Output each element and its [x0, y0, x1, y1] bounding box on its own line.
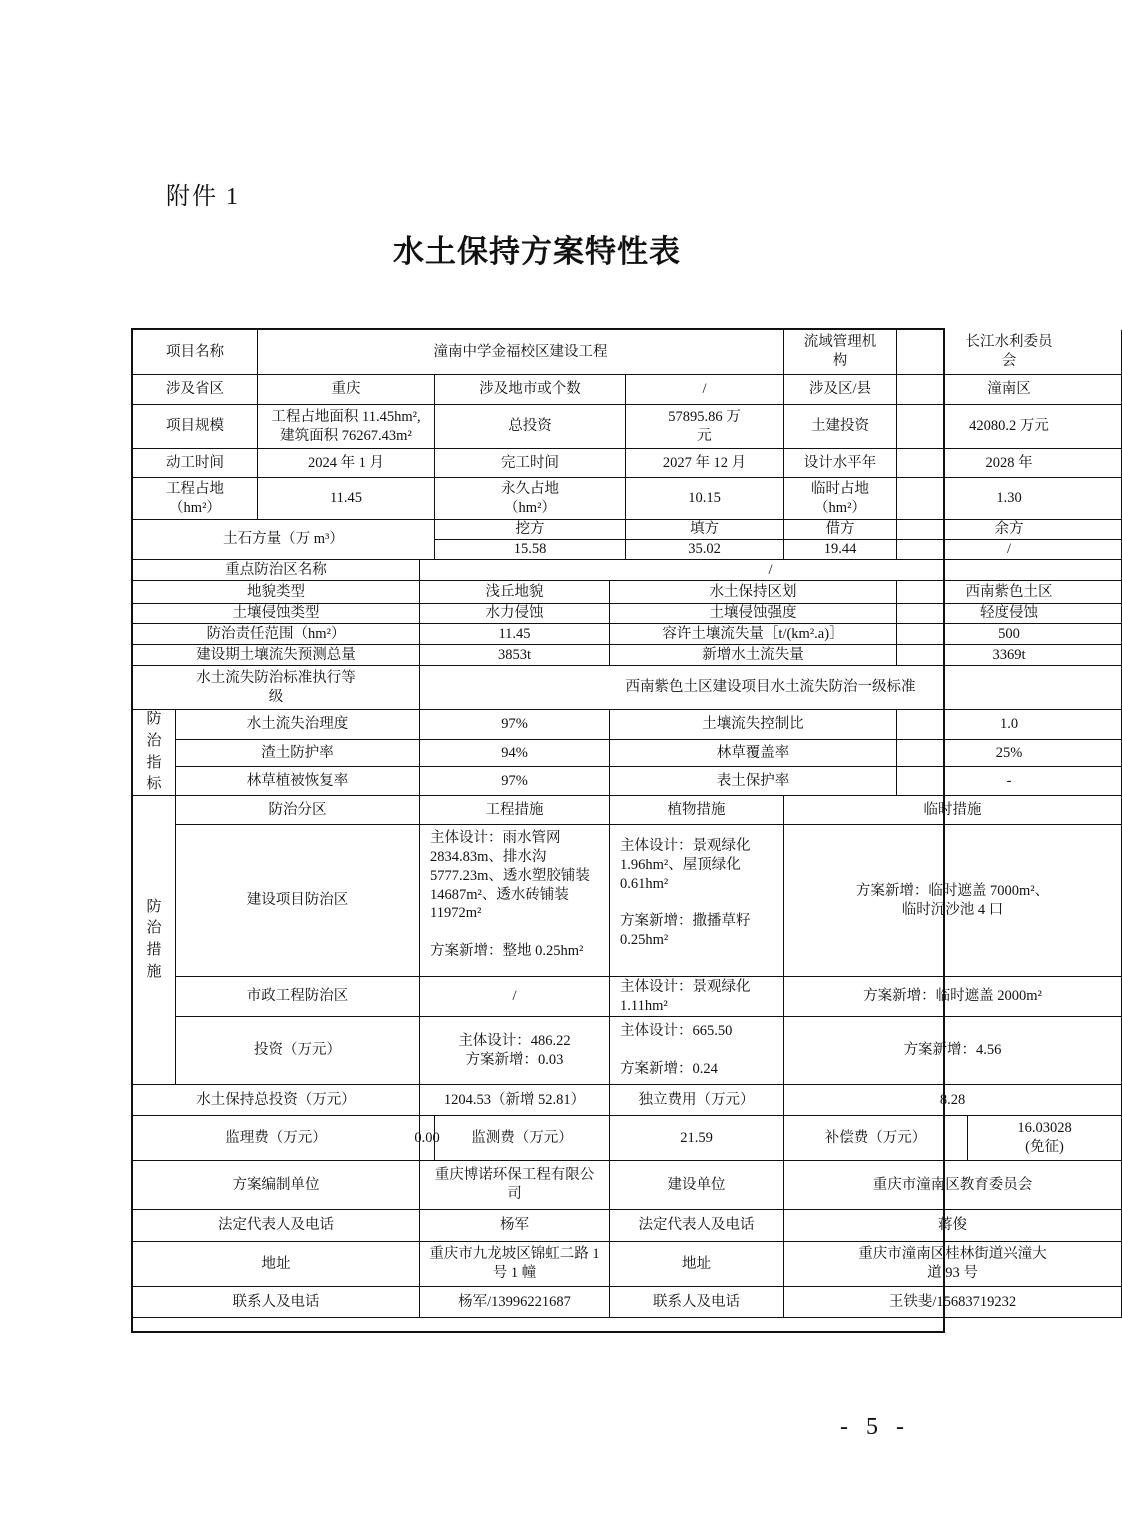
cell-erosion-intensity: 轻度侵蚀	[897, 604, 1122, 624]
cell-key-area: /	[420, 560, 1122, 581]
cell-ind-1-value: 97%	[420, 710, 610, 740]
cell-ind-5-name: 林草植被恢复率	[176, 767, 420, 796]
characteristics-table	[131, 328, 1072, 1333]
page-title: 水土保持方案特性表	[393, 234, 681, 269]
cell-compensation: 16.03028 (免征)	[968, 1116, 1122, 1161]
cell-ind-6-name: 表土保护率	[610, 767, 897, 796]
cell-earth-fill: 35.02	[626, 540, 784, 560]
cell-landform-label: 地貌类型	[133, 581, 420, 604]
cell-ind-6-value: -	[897, 767, 1122, 796]
cell-earth-surplus: /	[897, 540, 1122, 560]
cell-ind-5-value: 97%	[420, 767, 610, 796]
cell-landform: 浅丘地貌	[420, 581, 610, 604]
cell-ind-2-value: 1.0	[897, 710, 1122, 740]
cell-project-name: 潼南中学金福校区建设工程	[258, 330, 784, 375]
cell-design-year-label: 设计水平年	[784, 449, 897, 478]
cell-basin-agency: 长江水利委员 会	[897, 330, 1122, 375]
cell-pred-loss-label: 建设期土壤流失预测总量	[133, 645, 420, 666]
cell-city-label: 涉及地市或个数	[435, 375, 626, 405]
cell-investment-temporary: 方案新增：4.56	[784, 1017, 1122, 1085]
cell-monitoring-label: 监测费（万元）	[435, 1116, 610, 1161]
cell-compiler-rep: 杨军	[420, 1210, 610, 1242]
cell-end-label: 完工时间	[435, 449, 626, 478]
cell-erosion-type-label: 土壤侵蚀类型	[133, 604, 420, 624]
cell-builder-label: 建设单位	[610, 1161, 784, 1210]
cell-basin-agency-label: 流域管理机 构	[784, 330, 897, 375]
cell-civil-invest-label: 土建投资	[784, 405, 897, 449]
cell-new-loss-label: 新增水土流失量	[610, 645, 897, 666]
cell-indicators-label: 防 治 指 标	[133, 710, 176, 796]
cell-builder-address: 重庆市潼南区桂林街道兴潼大 道 93 号	[784, 1242, 1122, 1287]
cell-builder-address-label: 地址	[610, 1242, 784, 1287]
cell-total-invest-label: 总投资	[435, 405, 626, 449]
cell-land: 11.45	[258, 478, 435, 520]
cell-compiler-contact: 杨军/13996221687	[420, 1287, 610, 1318]
cell-perm-land: 10.15	[626, 478, 784, 520]
cell-standard-label: 水土流失防治标准执行等 级	[133, 666, 420, 710]
cell-compiler: 重庆博诺环保工程有限公 司	[420, 1161, 610, 1210]
cell-zone1-label: 建设项目防治区	[176, 825, 420, 977]
cell-indep: 8.28	[784, 1085, 1122, 1116]
cell-temp-land: 1.30	[897, 478, 1122, 520]
cell-supervision: 0.00	[420, 1116, 435, 1161]
cell-city: /	[626, 375, 784, 405]
cell-perm-land-label: 永久占地 （hm²）	[435, 478, 626, 520]
cell-standard: 西南紫色土区建设项目水土流失防治一级标准	[420, 666, 1122, 710]
cell-measures-label: 防 治 措 施	[133, 796, 176, 1085]
cell-scale: 工程占地面积 11.45hm², 建筑面积 76267.43m²	[258, 405, 435, 449]
cell-county: 潼南区	[897, 375, 1122, 405]
cell-builder: 重庆市潼南区教育委员会	[784, 1161, 1122, 1210]
cell-start-label: 动工时间	[133, 449, 258, 478]
cell-compiler-label: 方案编制单位	[133, 1161, 420, 1210]
cell-investment-plant: 主体设计：665.50 方案新增：0.24	[610, 1017, 784, 1085]
cell-erosion-type: 水力侵蚀	[420, 604, 610, 624]
cell-start: 2024 年 1 月	[258, 449, 435, 478]
cell-compiler-address: 重庆市九龙坡区锦虹二路 1 号 1 幢	[420, 1242, 610, 1287]
cell-zone1-plant: 主体设计：景观绿化 1.96hm²、屋顶绿化 0.61hm² 方案新增：撒播草籽 0.25hm²	[610, 825, 784, 977]
attachment-label: 附件 1	[166, 184, 240, 210]
cell-builder-contact: 王铁斐/15683719232	[784, 1287, 1122, 1318]
cell-measure-header-temporary: 临时措施	[784, 796, 1122, 825]
cell-end: 2027 年 12 月	[626, 449, 784, 478]
cell-ind-4-name: 林草覆盖率	[610, 740, 897, 767]
cell-total-invest: 57895.86 万 元	[626, 405, 784, 449]
cell-county-label: 涉及区/县	[784, 375, 897, 405]
cell-earth-label: 土石方量（万 m³）	[133, 520, 435, 560]
cell-builder-rep-label: 法定代表人及电话	[610, 1210, 784, 1242]
cell-allowable-loss-label: 容许土壤流失量［t/(km².a)］	[610, 624, 897, 645]
cell-ind-2-name: 土壤流失控制比	[610, 710, 897, 740]
cell-measure-header-zone: 防治分区	[176, 796, 420, 825]
cell-temp-land-label: 临时占地 （hm²）	[784, 478, 897, 520]
cell-indep-label: 独立费用（万元）	[610, 1085, 784, 1116]
cell-earth-cut: 15.58	[435, 540, 626, 560]
cell-resp-scope: 11.45	[420, 624, 610, 645]
cell-zone1-engineering: 主体设计：雨水管网 2834.83m、排水沟 5777.23m、透水塑胶铺装 14687m²、透水砖铺装 11972m² 方案新增：整地 0.25hm²	[420, 825, 610, 977]
cell-design-year: 2028 年	[897, 449, 1122, 478]
cell-ind-3-value: 94%	[420, 740, 610, 767]
cell-builder-contact-label: 联系人及电话	[610, 1287, 784, 1318]
cell-zoning: 西南紫色土区	[897, 581, 1122, 604]
cell-resp-scope-label: 防治责任范围（hm²）	[133, 624, 420, 645]
cell-key-area-label: 重点防治区名称	[133, 560, 420, 581]
cell-erosion-intensity-label: 土壤侵蚀强度	[610, 604, 897, 624]
cell-zone1-temporary: 方案新增：临时遮盖 7000m²、 临时沉沙池 4 口	[784, 825, 1122, 977]
cell-earth-header-surplus: 余方	[897, 520, 1122, 540]
cell-total-swc-label: 水土保持总投资（万元）	[133, 1085, 420, 1116]
cell-scale-label: 项目规模	[133, 405, 258, 449]
cell-earth-borrow: 19.44	[784, 540, 897, 560]
cell-compensation-label: 补偿费（万元）	[784, 1116, 968, 1161]
cell-pred-loss: 3853t	[420, 645, 610, 666]
page-number: - 5 -	[840, 1414, 910, 1440]
cell-zone2-temporary: 方案新增：临时遮盖 2000m²	[784, 977, 1122, 1017]
cell-new-loss: 3369t	[897, 645, 1122, 666]
cell-earth-header-fill: 填方	[626, 520, 784, 540]
cell-investment-label: 投资（万元）	[176, 1017, 420, 1085]
cell-total-swc: 1204.53（新增 52.81）	[420, 1085, 610, 1116]
cell-ind-1-name: 水土流失治理度	[176, 710, 420, 740]
cell-compiler-contact-label: 联系人及电话	[133, 1287, 420, 1318]
cell-province-label: 涉及省区	[133, 375, 258, 405]
cell-province: 重庆	[258, 375, 435, 405]
cell-ind-4-value: 25%	[897, 740, 1122, 767]
cell-measure-header-engineering: 工程措施	[420, 796, 610, 825]
cell-monitoring: 21.59	[610, 1116, 784, 1161]
cell-ind-3-name: 渣土防护率	[176, 740, 420, 767]
cell-civil-invest: 42080.2 万元	[897, 405, 1122, 449]
cell-earth-header-borrow: 借方	[784, 520, 897, 540]
cell-project-name-label: 项目名称	[133, 330, 258, 375]
cell-measure-header-plant: 植物措施	[610, 796, 784, 825]
cell-land-label: 工程占地 （hm²）	[133, 478, 258, 520]
cell-compiler-rep-label: 法定代表人及电话	[133, 1210, 420, 1242]
cell-allowable-loss: 500	[897, 624, 1122, 645]
cell-builder-rep: 蒋俊	[784, 1210, 1122, 1242]
cell-zone2-plant: 主体设计：景观绿化 1.11hm²	[610, 977, 784, 1017]
cell-investment-engineering: 主体设计：486.22 方案新增：0.03	[420, 1017, 610, 1085]
cell-supervision-label: 监理费（万元）	[133, 1116, 420, 1161]
cell-zone2-label: 市政工程防治区	[176, 977, 420, 1017]
cell-compiler-address-label: 地址	[133, 1242, 420, 1287]
cell-zoning-label: 水土保持区划	[610, 581, 897, 604]
cell-earth-header-cut: 挖方	[435, 520, 626, 540]
cell-zone2-engineering: /	[420, 977, 610, 1017]
